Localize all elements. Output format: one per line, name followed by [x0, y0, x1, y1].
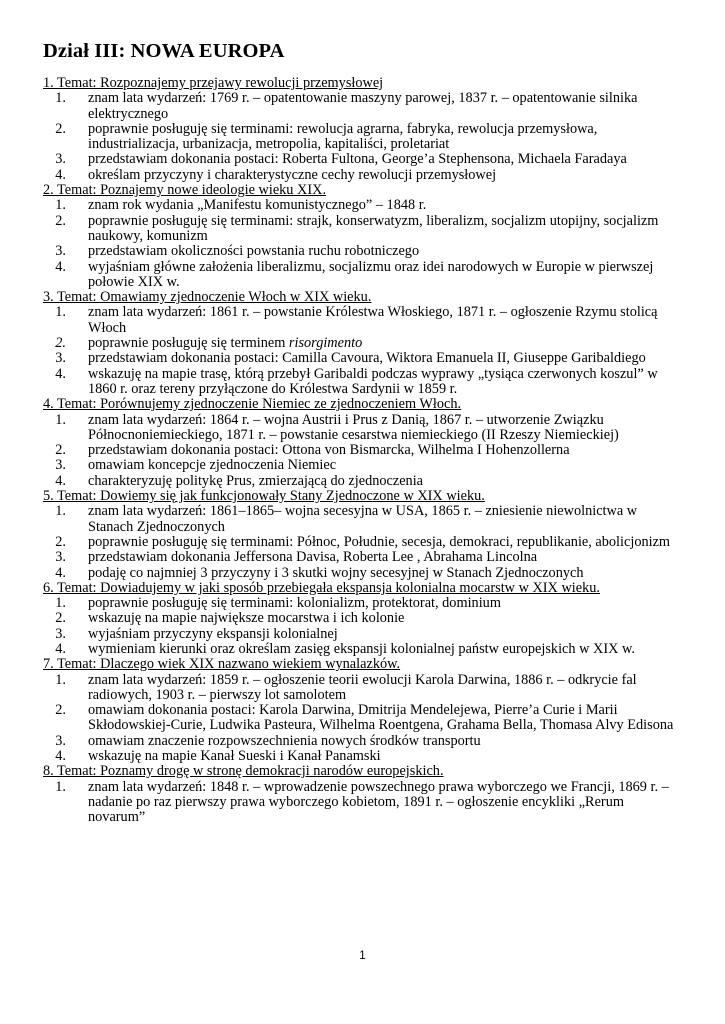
list-item-text-main: poprawnie posługuję się terminem	[88, 335, 289, 352]
list-item-text	[66, 734, 683, 749]
list-item	[43, 152, 683, 167]
list-item-number: 1.	[55, 90, 66, 107]
list-item-text-main: znam lata wydarzeń: 1859 r. – ogłoszenie teorii ewolucji Karola Darwina, 1886 r. – odkrycie fal radiowych, 1903 r. – pierwszy lot samolotem	[88, 671, 637, 703]
list-item-text	[66, 244, 683, 259]
list-item-text-main: poprawnie posługuję się terminami: Północ, Południe, secesja, demokraci, republikanie, abolicjonizm	[88, 533, 671, 550]
list-item-text-main: wyjaśniam przyczyny ekspansji kolonialnej	[88, 625, 338, 642]
list-item	[43, 214, 683, 245]
list-item	[43, 780, 683, 826]
list-item-number: 3.	[55, 732, 66, 749]
list-item	[43, 198, 683, 213]
list-item	[43, 673, 683, 704]
list-item-number: 3.	[55, 350, 66, 367]
list-item-number: 4.	[55, 472, 66, 489]
list-item-text-main: wskazuję na mapie Kanał Sueski i Kanał Panamski	[88, 748, 381, 765]
list-item-number: 4.	[55, 365, 66, 382]
list-item-number: 1.	[55, 304, 66, 321]
list-item-number: 2.	[55, 533, 66, 550]
list-item	[43, 336, 683, 351]
list-item-text-main: znam lata wydarzeń: 1848 r. – wprowadzenie powszechnego prawa wyborczego we Francji, 1869 r. – nadanie po raz pierwszy prawa wyborczego kobietom, 1891 r. – ogłoszenie encykliki „Rerum novarum”	[88, 778, 669, 826]
list-item-text-main: poprawnie posługuję się terminami: rewolucja agrarna, fabryka, rewolucja przemysłowa, industrializacja, urbanizacja, metropolia, kapitaliści, proletariat	[88, 120, 598, 153]
topic-heading: 6. Temat: Dowiadujemy w jaki sposób przebiegała ekspansja kolonialna mocarstw w XIX wieku.	[43, 579, 600, 596]
list-item-text-main: podaję co najmniej 3 przyczyny i 3 skutki wojny secesyjnej w Stanach Zjednoczonych	[88, 564, 584, 581]
list-item	[43, 244, 683, 259]
list-item-text-main: przedstawiam dokonania postaci: Ottona von Bismarcka, Wilhelma I Hohenzollerna	[88, 442, 570, 459]
list-item-number: 1.	[55, 411, 66, 428]
list-item	[43, 535, 683, 550]
list-item-text	[66, 474, 683, 489]
list-item	[43, 550, 683, 565]
list-item-text	[66, 122, 683, 153]
list-item-number: 2.	[55, 442, 66, 459]
list-item	[43, 443, 683, 458]
topic-heading: 5. Temat: Dowiemy się jak funkcjonowały Stany Zjednoczone w XIX wieku.	[43, 488, 485, 505]
list-item	[43, 367, 683, 398]
list-item-text	[66, 611, 683, 626]
list-item-number: 1.	[55, 503, 66, 520]
list-item-text	[66, 642, 683, 657]
list-item-number: 3.	[55, 243, 66, 260]
list-item-text-main: charakteryzuję politykę Prus, zmierzającą do zjednoczenia	[88, 472, 424, 489]
list-item-number: 1.	[55, 671, 66, 688]
list-item-number: 1.	[55, 595, 66, 612]
topic-heading: 4. Temat: Porównujemy zjednoczenie Niemiec ze zjednoczeniem Włoch.	[43, 396, 462, 413]
list-item-text	[66, 749, 683, 764]
list-item-number: 2.	[55, 702, 66, 719]
topic-list	[43, 76, 683, 826]
list-item-text	[66, 152, 683, 167]
topic-heading: 2. Temat: Poznajemy nowe ideologie wieku XIX.	[43, 182, 327, 199]
list-item	[43, 703, 683, 734]
list-item-text-main: wyjaśniam główne założenia liberalizmu, socjalizmu oraz idei narodowych w Europie w pierwszej połowie XIX w.	[88, 258, 654, 290]
topic-heading: 3. Temat: Omawiamy zjednoczenie Włoch w XIX wieku.	[43, 289, 372, 306]
list-item-number: 2.	[55, 120, 66, 137]
list-item-number: 2.	[55, 212, 66, 229]
list-item-number: 3.	[55, 549, 66, 566]
list-item-text-main: przedstawiam okoliczności powstania ruchu robotniczego	[88, 243, 420, 260]
list-item-number: 1.	[55, 197, 66, 214]
list-item-number: 4.	[55, 166, 66, 183]
list-item-text	[66, 566, 683, 581]
list-item-text	[66, 168, 683, 183]
list-item-text	[66, 336, 683, 351]
list-item	[43, 458, 683, 473]
list-item	[43, 734, 683, 749]
list-item-text	[66, 550, 683, 565]
list-item	[43, 122, 683, 153]
list-item-text	[66, 351, 683, 366]
list-item-text-main: wymieniam kierunki oraz określam zasięg ekspansji kolonialnej państw europejskich w XIX w.	[88, 640, 635, 657]
list-item-text	[66, 627, 683, 642]
list-item-number: 4.	[55, 748, 66, 765]
list-item-text	[66, 91, 683, 122]
page-title: Dział III: NOWA EUROPA	[43, 40, 285, 62]
list-item-text-main: przedstawiam dokonania postaci: Roberta Fultona, George’a Stephensona, Michaela Faradaya	[88, 151, 627, 168]
list-item-text	[66, 367, 683, 398]
list-item	[43, 504, 683, 535]
list-item-number: 3.	[55, 457, 66, 474]
list-item	[43, 566, 683, 581]
list-item-text-main: znam lata wydarzeń: 1864 r. – wojna Austrii i Prus z Danią, 1867 r. – utworzenie Związku Północnoniemieckiego, 1871 r. – powstanie cesarstwa niemieckiego (II Rzeszy Niemieckiej)	[88, 411, 619, 443]
list-item	[43, 749, 683, 764]
list-item-text	[66, 198, 683, 213]
list-item-text-main: wskazuję na mapie największe mocarstwa i ich kolonie	[88, 610, 405, 627]
list-item-text-main: przedstawiam dokonania Jeffersona Davisa, Roberta Lee , Abrahama Lincolna	[88, 549, 538, 566]
list-item	[43, 627, 683, 642]
list-item-text	[66, 443, 683, 458]
list-item-text	[66, 535, 683, 550]
list-item	[43, 474, 683, 489]
list-item-text	[66, 596, 683, 611]
list-item-text	[66, 305, 683, 336]
list-item-number: 3.	[55, 625, 66, 642]
list-item-number: 3.	[55, 151, 66, 168]
list-item	[43, 168, 683, 183]
list-item-text	[66, 214, 683, 245]
list-item-number: 2.	[55, 610, 66, 627]
topic-heading: 1. Temat: Rozpoznajemy przejawy rewolucji przemysłowej	[43, 75, 384, 91]
list-item-text-main: poprawnie posługuję się terminami: strajk, konserwatyzm, liberalizm, socjalizm utopijny, socjalizm naukowy, komunizm	[88, 212, 659, 244]
list-item-text-main: wskazuję na mapie trasę, którą przebył Garibaldi podczas wyprawy „tysiąca czerwonych koszul” w 1860 r. oraz tereny przyłączone do Królestwa Sardynii w 1859 r.	[88, 365, 658, 397]
list-item	[43, 91, 683, 122]
list-item-text-main: omawiam dokonania postaci: Karola Darwina, Dmitrija Mendelejewa, Pierre’a Curie i Marii Skłodowskiej-Curie, Ludwika Pasteura, Wilhelma Roentgena, Grahama Bella, Thomasa Alvy Edisona	[88, 702, 674, 734]
list-item-number: 4.	[55, 640, 66, 657]
list-item-text	[66, 413, 683, 444]
list-item	[43, 611, 683, 626]
list-item-text	[66, 703, 683, 734]
list-item	[43, 642, 683, 657]
list-item-text	[66, 260, 683, 291]
list-item	[43, 413, 683, 444]
list-item-number: 4.	[55, 564, 66, 581]
list-item-number: 1.	[55, 778, 66, 795]
list-item-number: 4.	[55, 258, 66, 275]
topic-heading: 7. Temat: Dlaczego wiek XIX nazwano wiekiem wynalazków.	[43, 656, 401, 673]
list-item-text	[66, 673, 683, 704]
list-item-text-main: znam lata wydarzeń: 1861–1865– wojna secesyjna w USA, 1865 r. – zniesienie niewolnictwa w Stanach Zjednoczonych	[88, 503, 638, 535]
list-item-text-main: określam przyczyny i charakterystyczne cechy rewolucji przemysłowej	[88, 166, 497, 183]
list-item-text-main: znam lata wydarzeń: 1861 r. – powstanie Królestwa Włoskiego, 1871 r. – ogłoszenie Rzymu stolicą Włoch	[88, 304, 658, 336]
list-item-text-main: poprawnie posługuję się terminami: kolonializm, protektorat, dominium	[88, 595, 501, 612]
list-item-text-main: omawiam znaczenie rozpowszechnienia nowych środków transportu	[88, 732, 481, 749]
list-item-text-main: przedstawiam dokonania postaci: Camilla Cavoura, Wiktora Emanuela II, Giuseppe Garibaldiego	[88, 350, 646, 367]
list-item-term: risorgimento	[288, 335, 363, 352]
list-item	[43, 305, 683, 336]
list-item-text-main: omawiam koncepcje zjednoczenia Niemiec	[88, 457, 337, 474]
page-number: 1	[359, 950, 366, 962]
list-item-text	[66, 504, 683, 535]
list-item	[43, 260, 683, 291]
list-item-number: 2.	[55, 335, 66, 352]
topic-heading: 8. Temat: Poznamy drogę w stronę demokracji narodów europejskich.	[43, 763, 444, 780]
list-item	[43, 596, 683, 611]
list-item-text	[66, 780, 683, 826]
list-item-text-main: znam rok wydania „Manifestu komunistycznego” – 1848 r.	[88, 197, 427, 214]
list-item-text	[66, 458, 683, 473]
list-item	[43, 351, 683, 366]
list-item-text-main: znam lata wydarzeń: 1769 r. – opatentowanie maszyny parowej, 1837 r. – opatentowanie silnika elektrycznego	[88, 90, 638, 122]
